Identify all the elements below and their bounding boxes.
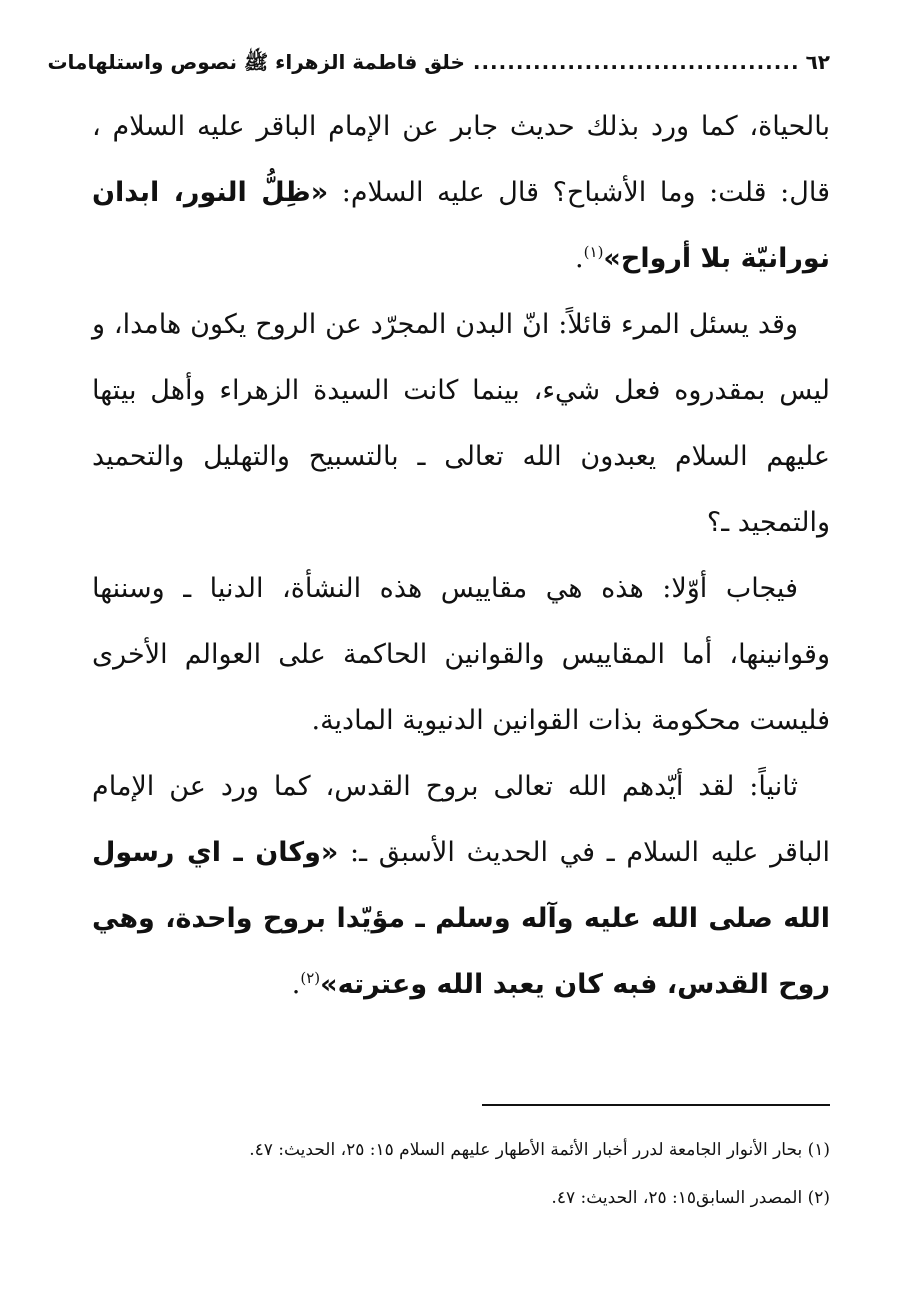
paragraph-4: [92, 754, 830, 1018]
footnote-1: (١) بحار الأنوار الجامعة لدرر أخبار الأئمة الأطهار عليهم السلام ١٥: ٢٥، الحديث: ٤٧.: [249, 1140, 830, 1160]
footnote-ref-1: (١): [583, 243, 604, 261]
book-page: [47, 38, 830, 1258]
footnote-2: (٢) المصدر السابق١٥: ٢٥، الحديث: ٤٧.: [551, 1188, 830, 1208]
footnote-divider: [482, 1104, 830, 1106]
book-title: خلق فاطمة الزهراء ﷺ نصوص واستلهامات: [47, 50, 465, 74]
header-leader-dots: ......................................: [472, 50, 800, 74]
paragraph-1-quote: «ظِلُّ النور، ابدان نورانيّة بلا أرواح»: [92, 177, 830, 274]
paragraph-1-end: .: [575, 243, 584, 274]
paragraph-3: فيجاب أوّلا: هذه هي مقاييس هذه النشأة، الدنيا ـ وسننها وقوانينها، أما المقاييس والقوانين الحاكمة على العوالم الأخرى فليست محكومة بذات القوانين الدنيوية المادية.: [92, 573, 830, 736]
footnote-ref-2: (٢): [300, 969, 321, 987]
footnotes: [92, 1126, 830, 1222]
body-text: [92, 94, 830, 1018]
paragraph-4-text: ثانياً: لقد أيّدهم الله تعالى بروح القدس، كما ورد عن الإمام الباقر عليه السلام ـ في الحديث الأسبق ـ:: [92, 771, 830, 868]
paragraph-1: [92, 94, 830, 292]
page-number: ٦٢: [805, 50, 830, 74]
running-head: [47, 38, 830, 86]
paragraph-1-text: بالحياة، كما ورد بذلك حديث جابر عن الإمام الباقر عليه السلام ، قال: قلت: وما الأشباح؟ قال عليه السلام:: [92, 111, 830, 208]
paragraph-2: وقد يسئل المرء قائلاً: انّ البدن المجرّد عن الروح يكون هامدا، و ليس بمقدروه فعل شيء، بينما كانت السيدة الزهراء وأهل بيتها عليهم السلام يعبدون الله تعالى ـ بالتسبيح والتهليل والتحميد والتمجيد ـ؟: [92, 309, 830, 538]
paragraph-4-quote: «وكان ـ اي رسول الله صلى الله عليه وآله وسلم ـ مؤيّدا بروح واحدة، وهي روح القدس، فبه كان يعبد الله وعترته»: [92, 837, 830, 1000]
paragraph-4-end: .: [291, 969, 301, 1000]
